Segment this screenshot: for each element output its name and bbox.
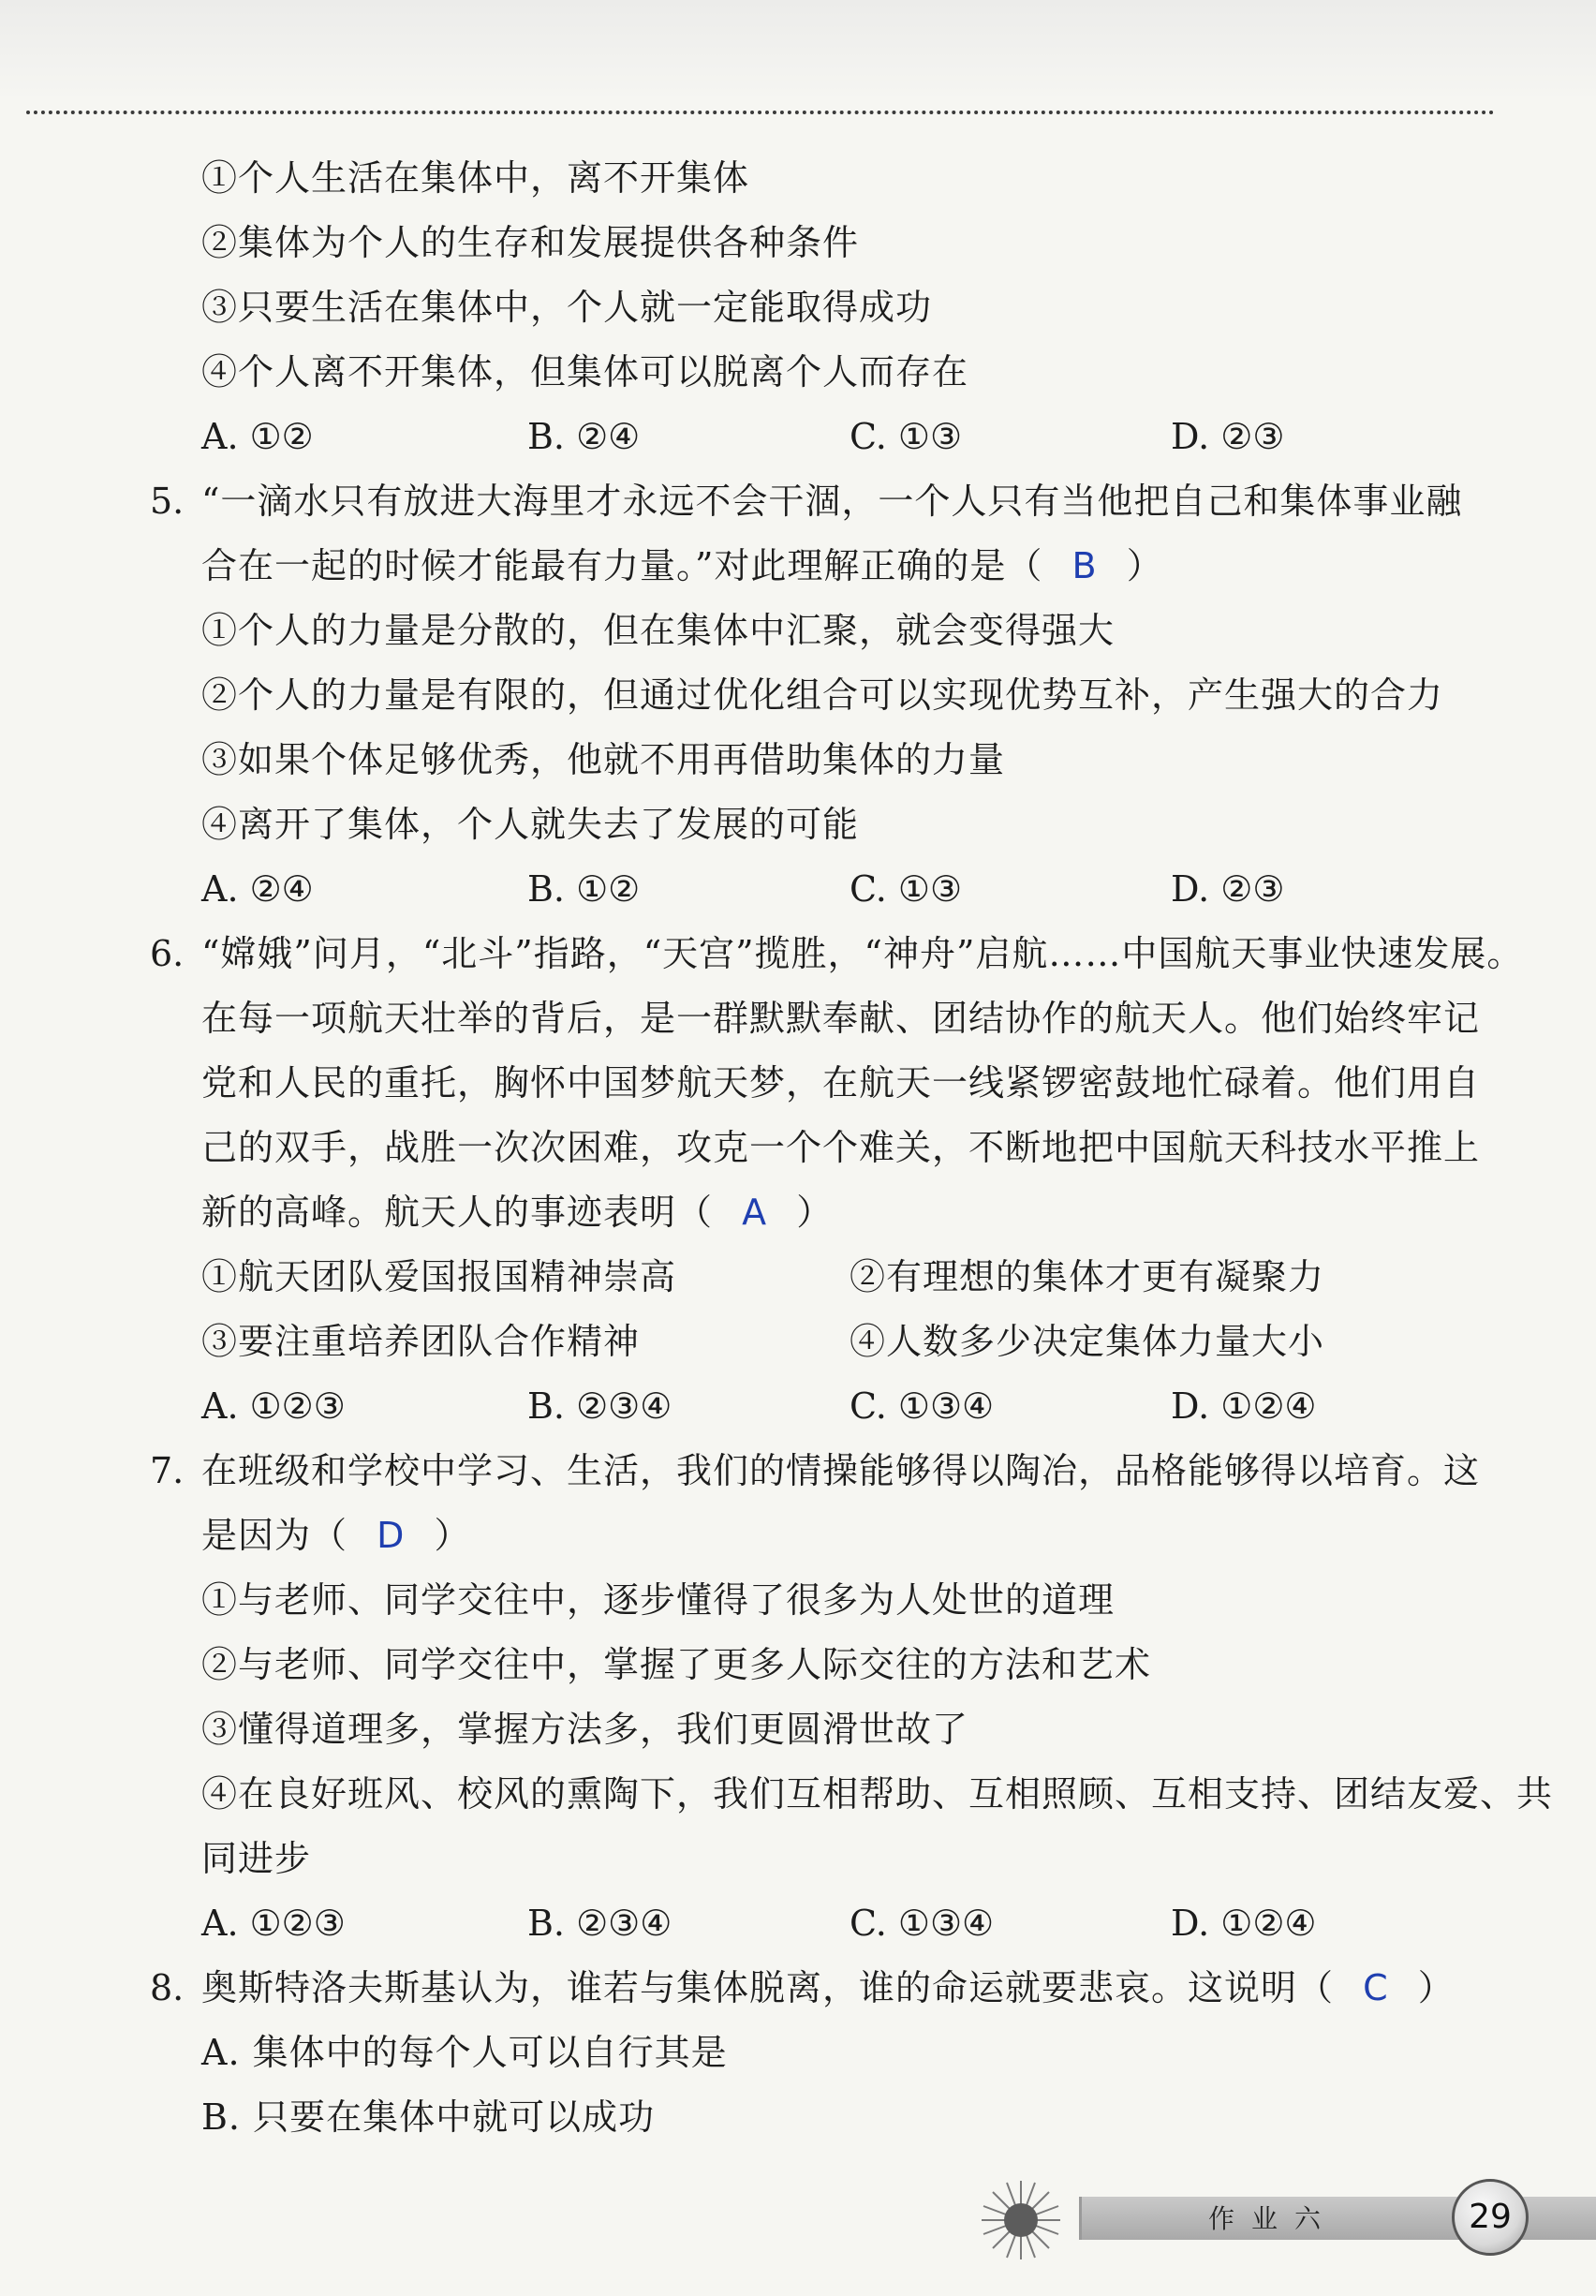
q5-answer: B [1071, 545, 1098, 586]
q7-item-4: ④在良好班风、校风的熏陶下，我们互相帮助、互相照顾、互相支持、团结友爱、共 [201, 1773, 1554, 1815]
q8-option-a: A. 集体中的每个人可以自行其是 [201, 2032, 728, 2073]
q5-option-b: B. ①② [527, 868, 641, 910]
q6-option-c: C. ①③④ [850, 1385, 995, 1427]
q7-item-4-cont: 同进步 [201, 1838, 312, 1879]
q5-option-a: A. ②④ [201, 868, 314, 910]
q7-option-a: A. ①②③ [201, 1903, 346, 1944]
q6-stem-line-3: 党和人民的重托，胸怀中国梦航天梦，在航天一线紧锣密鼓地忙碌着。他们用自 [201, 1062, 1481, 1104]
q8-stem-line-1 [201, 1964, 1455, 2011]
q6-stem-line-5 [201, 1189, 833, 1236]
q6-item-1: ①航天团队爱国报国精神崇高 [201, 1256, 677, 1297]
q7-stem-line-2 [201, 1512, 470, 1559]
q8-answer: C [1363, 1967, 1389, 2008]
q5-item-3: ③如果个体足够优秀，他就不用再借助集体的力量 [201, 739, 1006, 780]
q5-stem-line-1: “一滴水只有放进大海里才永远不会干涸，一个人只有当他把自己和集体事业融 [201, 481, 1463, 522]
q5-number: 5. [150, 481, 185, 522]
q4-option-c: C. ①③ [850, 416, 963, 457]
q7-item-1: ①与老师、同学交往中，逐步懂得了很多为人处世的道理 [201, 1579, 1116, 1621]
q6-number: 6. [150, 933, 185, 974]
q4-option-a: A. ①② [201, 416, 314, 457]
footer-label: 作业六 [1208, 2203, 1338, 2234]
q6-stem-text: 新的高峰。航天人的事迹表明（ [201, 1192, 714, 1233]
q8-option-b: B. 只要在集体中就可以成功 [201, 2096, 656, 2138]
q8-number: 8. [150, 1967, 185, 2008]
page-top-band [0, 0, 1596, 103]
sunburst-icon [974, 2173, 1068, 2267]
q4-item-2: ②集体为个人的生存和发展提供各种条件 [201, 222, 860, 263]
q5-item-2: ②个人的力量是有限的，但通过优化组合可以实现优势互补，产生强大的合力 [201, 674, 1444, 716]
q6-item-4: ④人数多少决定集体力量大小 [850, 1321, 1325, 1362]
q5-option-d: D. ②③ [1171, 868, 1285, 910]
q6-option-b: B. ②③④ [527, 1385, 672, 1427]
q6-stem-line-4: 己的双手，战胜一次次困难，攻克一个个难关，不断地把中国航天科技水平推上 [201, 1127, 1481, 1168]
q6-answer: A [742, 1192, 768, 1233]
q6-item-3: ③要注重培养团队合作精神 [201, 1321, 641, 1362]
q7-option-c: C. ①③④ [850, 1903, 995, 1944]
q7-item-3: ③懂得道理多，掌握方法多，我们更圆滑世故了 [201, 1709, 969, 1750]
q5-option-c: C. ①③ [850, 868, 963, 910]
q4-item-4: ④个人离不开集体，但集体可以脱离个人而存在 [201, 351, 969, 393]
q7-option-b: B. ②③④ [527, 1903, 672, 1944]
q8-stem-text: 奥斯特洛夫斯基认为，谁若与集体脱离，谁的命运就要悲哀。这说明（ [201, 1967, 1335, 2008]
q7-number: 7. [150, 1450, 185, 1491]
q6-item-2: ②有理想的集体才更有凝聚力 [850, 1256, 1325, 1297]
q4-item-3: ③只要生活在集体中，个人就一定能取得成功 [201, 287, 933, 328]
q6-stem-line-2: 在每一项航天壮举的背后，是一群默默奉献、团结协作的航天人。他们始终牢记 [201, 998, 1481, 1039]
q7-answer: D [377, 1515, 406, 1556]
q5-stem-line-2 [201, 542, 1163, 589]
q5-close-paren: ） [1126, 545, 1163, 586]
top-dotted-rule [26, 111, 1495, 114]
q5-item-4: ④离开了集体，个人就失去了发展的可能 [201, 804, 860, 845]
q5-item-1: ①个人的力量是分散的，但在集体中汇聚，就会变得强大 [201, 610, 1116, 651]
q4-option-b: B. ②④ [527, 416, 641, 457]
page-number: 29 [1452, 2179, 1529, 2256]
q7-item-2: ②与老师、同学交往中，掌握了更多人际交往的方法和艺术 [201, 1644, 1152, 1685]
q7-stem-text: 是因为（ [201, 1515, 348, 1556]
q7-option-d: D. ①②④ [1171, 1903, 1317, 1944]
q6-option-a: A. ①②③ [201, 1385, 346, 1427]
q5-stem-text: 合在一起的时候才能最有力量。”对此理解正确的是（ [201, 545, 1043, 586]
q6-stem-line-1: “嫦娥”问月，“北斗”指路，“天宫”揽胜，“神舟”启航……中国航天事业快速发展。 [201, 933, 1524, 974]
q6-close-paren: ） [796, 1192, 834, 1233]
q6-option-d: D. ①②④ [1171, 1385, 1317, 1427]
q7-stem-line-1: 在班级和学校中学习、生活，我们的情操能够得以陶冶，品格能够得以培育。这 [201, 1450, 1481, 1491]
q7-close-paren: ） [434, 1515, 471, 1556]
q4-option-d: D. ②③ [1171, 416, 1285, 457]
q8-close-paren: ） [1417, 1967, 1455, 2008]
q4-item-1: ①个人生活在集体中，离不开集体 [201, 157, 750, 199]
